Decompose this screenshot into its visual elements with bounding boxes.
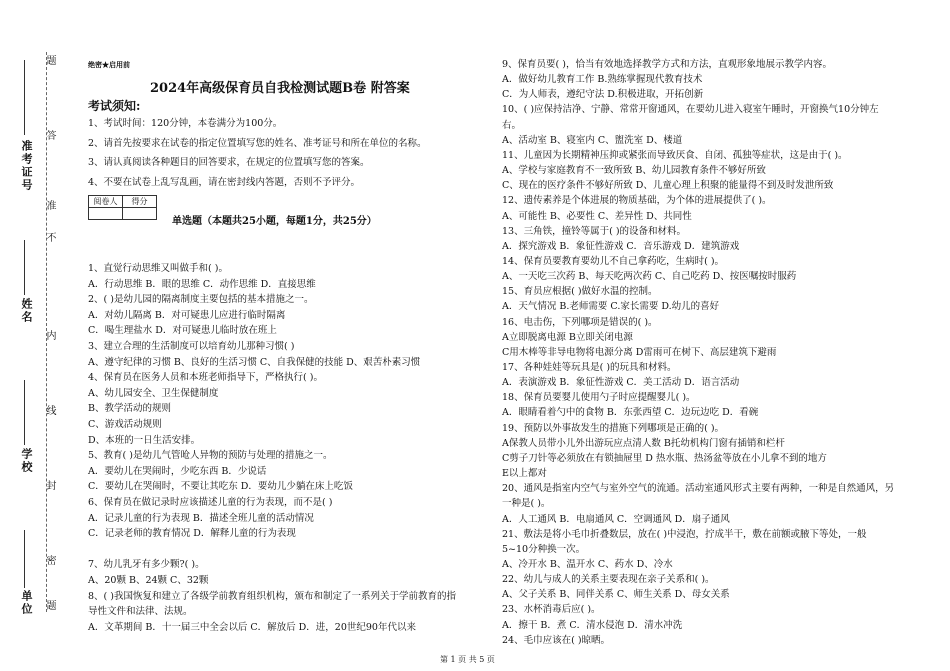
text-line: A．文革期间 B．十一届三中全会以后 C．解放后 D．进，20世纪90年代以来 xyxy=(88,621,416,633)
text-line: 24、毛巾应该在( )晾晒。 xyxy=(502,634,611,646)
text-line: A．表演游戏 B．象征性游戏 C．美工活动 D．语言活动 xyxy=(502,377,740,389)
text-line: 3、建立合理的生活制度可以培育幼儿那种习惯( ) xyxy=(88,341,295,352)
text-line: 14、保育员要教育要幼儿不自己拿药吃，生病时( )。 xyxy=(502,255,725,267)
text-line: A、遵守纪律的习惯 B、良好的生活习惯 C、自我保健的技能 D、艰苦朴素习惯 xyxy=(88,356,421,368)
text-line: C、现在的医疗条件不够好所致 D、儿童心理上积聚的能量得不到及时发泄所致 xyxy=(502,180,834,192)
text-line: A立即脱离电源 B立即关闭电源 xyxy=(502,331,633,343)
text-line: A、一天吃三次药 B、每天吃两次药 C、自己吃药 D、按医嘱按时服药 xyxy=(502,271,797,283)
margin-label-school: 学校 xyxy=(20,448,33,474)
text-line: A．做好幼儿教育工作 B.熟练掌握现代教育技术 xyxy=(502,74,703,86)
text-line: 23、水杯消毒后应( )。 xyxy=(502,604,601,616)
text-line: A．记录儿童的行为表现 B．描述全班儿童的活动情况 xyxy=(88,512,314,524)
text-line: A、20颗 B、24颗 C、32颗 xyxy=(88,575,209,586)
text-line: 11、儿童因为长期精神压抑或紧张而导致厌食、自闭、孤独等症状，这是由于( )。 xyxy=(502,149,848,161)
text-line: B、教学活动的规则 xyxy=(88,403,171,415)
page-title: 2024年高级保育员自我检测试题B卷 附答案 xyxy=(150,81,410,96)
text-line: 12、遗传素养是个体进展的物质基础，为个体的进展提供了( )。 xyxy=(502,195,772,207)
text-line: 20、通风是指室内空气与室外空气的流通。活动室通风形式主要有两种，一种是自然通风，另 xyxy=(502,483,895,495)
text-line: 一种是( )。 xyxy=(502,498,551,510)
unit-field-line xyxy=(24,530,25,588)
text-line: A保教人员带小儿外出游玩应点清人数 B托幼机构门窗有插销和栏杆 xyxy=(502,437,785,449)
margin-char: 密 xyxy=(44,555,55,567)
text-line: 1、考试时间：120分钟，本卷满分为100分。 xyxy=(88,118,283,129)
text-line: A、冷开水 B、温开水 C、药水 D、冷水 xyxy=(502,558,673,570)
text-line: 10、( )应保持洁净、宁静、常常开窗通风，在要幼儿进入寝室午睡时，开窗换气10分钟左 xyxy=(502,104,879,116)
text-line: 18、保育员要婴儿使用勺子时应提醒婴儿( )。 xyxy=(502,392,696,404)
text-line: 22、幼儿与成人的关系主要表现在亲子关系和( )。 xyxy=(502,574,715,586)
text-line: A．天气情况 B.老师需要 C.家长需要 D.幼儿的喜好 xyxy=(502,301,720,313)
text-line: 17、各种娃娃等玩具是( )的玩具和材料。 xyxy=(502,362,677,373)
text-line: D、本班的一日生活安排。 xyxy=(88,434,201,446)
score-cell: 得分 xyxy=(123,196,157,208)
grader-cell: 阅卷人 xyxy=(89,196,123,208)
margin-label-exam-id: 准考证号 xyxy=(20,140,33,192)
margin-label-name: 姓名 xyxy=(20,298,33,324)
text-line: 21、敷法是将小毛巾折叠数层，放在( )中浸泡，拧成半干，敷在前额或腋下等处，一般 xyxy=(502,528,867,540)
text-line: 导性文件和法律、法规。 xyxy=(88,606,193,618)
notice-heading: 考试须知: xyxy=(88,99,141,113)
secret-mark: 绝密★启用前 xyxy=(88,60,130,69)
text-line: C．喝生理盐水 D．对可疑患儿临时放在班上 xyxy=(88,325,277,337)
text-line: A．探究游戏 B．象征性游戏 C．音乐游戏 D．建筑游戏 xyxy=(502,240,740,252)
text-line: 6、保育员在做记录时应该描述儿童的行为表现，而不是( ) xyxy=(88,497,333,508)
name-field-line xyxy=(24,240,25,295)
margin-char: 题 xyxy=(44,600,55,612)
text-line: 3、请认真阅读各种题目的回答要求，在规定的位置填写您的答案。 xyxy=(88,157,370,168)
page-footer: 第 1 页 共 5 页 xyxy=(440,655,495,664)
margin-char: 题 xyxy=(44,55,55,67)
margin-char: 不 xyxy=(44,232,55,244)
text-line: 右。 xyxy=(502,119,522,131)
text-line: 19、预防以外事故发生的措施下列哪项是正确的( )。 xyxy=(502,422,725,434)
text-line: E以上都对 xyxy=(502,468,547,480)
margin-char: 线 xyxy=(44,405,55,417)
text-line: C用木棒等非导电物将电源分离 D雷雨可在树下、高层建筑下避雨 xyxy=(502,346,777,358)
margin-char: 答 xyxy=(44,130,55,142)
text-line: 8、( )我国恢复和建立了各级学前教育组织机构，颁布和制定了一系列关于学前教育的指 xyxy=(88,590,456,602)
score-input-cell xyxy=(123,208,157,220)
grader-input-cell xyxy=(89,208,123,220)
text-line: A．对幼儿隔离 B．对可疑患儿应进行临时隔离 xyxy=(88,309,286,321)
text-line: A、学校与家庭教育不一致所致 B、幼儿园教育条件不够好所致 xyxy=(502,165,766,177)
binding-margin xyxy=(0,0,60,671)
text-line: 4、保育员在医务人员和本班老师指导下，严格执行( )。 xyxy=(88,372,323,384)
text-line: C．要幼儿在哭闹时，不要让其吃东 D．要幼儿少躺在床上吃饭 xyxy=(88,481,353,493)
margin-label-unit: 单位 xyxy=(20,590,33,616)
text-line: 9、保育员要( )，恰当有效地选择教学方式和方法，直观形象地展示教学内容。 xyxy=(502,59,832,70)
text-line: A、父子关系 B、同伴关系 C、师生关系 D、母女关系 xyxy=(502,589,730,601)
text-line: A．行动思维 B．眼的思维 C．动作思维 D．直接思维 xyxy=(88,278,316,290)
text-line: 1、直觉行动思维又叫做手和( )。 xyxy=(88,263,228,274)
text-line: C剪子刀针等必须放在有锁抽屉里 D 热水瓶、热汤盆等放在小儿拿不到的地方 xyxy=(502,452,827,464)
score-table xyxy=(88,195,157,220)
text-line: A．擦干 B．煮 C．清水侵泡 D．清水冲洗 xyxy=(502,619,683,631)
text-line: A．要幼儿在哭闹时，少吃东西 B．少说话 xyxy=(88,465,267,477)
text-line: 4、不要在试卷上乱写乱画，请在密封线内答题，否则不予评分。 xyxy=(88,176,361,188)
section-heading: 单选题（本题共25小题，每题1分，共25分） xyxy=(172,216,377,227)
text-line: A、活动室 B、寝室内 C、盥洗室 D、楼道 xyxy=(502,134,683,146)
text-line: 16、电击伤，下列哪项是错误的( )。 xyxy=(502,316,658,328)
text-line: C．为人师表，遵纪守法 D.积极进取，开拓创新 xyxy=(502,89,704,101)
text-line: 5~10分种换一次。 xyxy=(502,543,586,555)
text-line: A、可能性 B、必要性 C、差异性 D、共同性 xyxy=(502,210,692,222)
margin-char: 封 xyxy=(44,480,55,492)
text-line: C．记录老师的教育情况 D．解释儿童的行为表现 xyxy=(88,528,296,540)
text-line: A．人工通风 B．电扇通风 C．空调通风 D．扇子通风 xyxy=(502,513,730,525)
text-line: C、游戏活动规则 xyxy=(88,419,162,430)
margin-char: 内 xyxy=(44,330,55,342)
text-line: A、幼儿园安全、卫生保健制度 xyxy=(88,387,219,399)
text-line: 13、三角铁，撞铃等属于( )的设备和材料。 xyxy=(502,225,687,237)
margin-char: 准 xyxy=(44,200,55,212)
school-field-line xyxy=(24,380,25,445)
text-line: 2、( )是幼儿园的隔离制度主要包括的基本措施之一。 xyxy=(88,294,314,306)
text-line: 2、请首先按要求在试卷的指定位置填写您的姓名、准考证号和所在单位的名称。 xyxy=(88,137,427,149)
text-line: 15、育员应根据( )做好水温的控制。 xyxy=(502,286,658,298)
exam-id-field-line xyxy=(24,60,25,135)
text-line: A．眼睛看着勺中的食物 B．东张西望 C．边玩边吃 D．看碗 xyxy=(502,407,759,419)
text-line: 5、教育( )是幼儿气管呛人异物的预防与处理的措施之一。 xyxy=(88,450,333,462)
text-line: 7、幼儿乳牙有多少颗?( )。 xyxy=(88,559,205,571)
